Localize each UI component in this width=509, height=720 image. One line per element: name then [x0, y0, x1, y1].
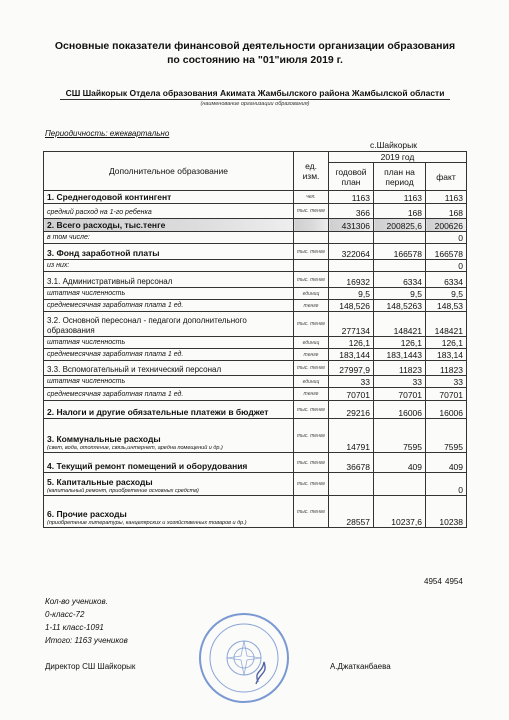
row-name-text: 3. Фонд заработной платы [47, 248, 160, 258]
row-name-text: штатная численность [47, 290, 126, 297]
row-plan-period: 166578 [374, 244, 426, 260]
row-unit [294, 260, 329, 272]
row-name [44, 337, 294, 349]
table-row [44, 288, 467, 300]
row-name [44, 232, 294, 244]
row-name-text: штатная численность [47, 339, 126, 346]
row-unit: единиц [294, 288, 329, 300]
table-row [44, 191, 467, 204]
row-unit: тыс. тенге [294, 419, 329, 453]
row-plan-period: 70701 [374, 388, 426, 401]
row-fact: 148421 [426, 312, 467, 337]
financial-table [43, 151, 467, 528]
row-unit: чел. [294, 191, 329, 204]
row-fact: 9,5 [426, 288, 467, 300]
row-fact: 10238 [426, 496, 467, 528]
row-name-text: 4. Текущий ремонт помещений и оборудования [47, 461, 248, 471]
row-fact: 0 [426, 260, 467, 272]
table-row [44, 376, 467, 388]
row-plan-year: 431306 [329, 219, 374, 232]
students-class1-11: 1-11 класс-1091 [45, 623, 104, 632]
students-title: Кол-во учеников. [45, 597, 108, 606]
row-name [44, 272, 294, 288]
row-fact: 166578 [426, 244, 467, 260]
official-stamp [198, 612, 290, 704]
row-plan-year: 14791 [329, 419, 374, 453]
row-name-text: среднемесячная заработная плата 1 ед. [47, 351, 184, 358]
row-plan-year [329, 473, 374, 496]
row-name [44, 473, 294, 496]
row-plan-period: 10237,6 [374, 496, 426, 528]
students-class0: 0-класс-72 [45, 610, 85, 619]
row-plan-period: 168 [374, 204, 426, 219]
row-name [44, 401, 294, 419]
table-row [44, 300, 467, 312]
row-detail: (свет, вода, отопление, связь,интернет, аредна помещений и др.) [47, 445, 223, 451]
table-row [44, 219, 467, 232]
row-plan-period: 126,1 [374, 337, 426, 349]
row-unit: тыс. тенге [294, 244, 329, 260]
row-plan-year: 366 [329, 204, 374, 219]
row-unit: тыс. тенге [294, 272, 329, 288]
row-name-text: 3.2. Основной пересонал - педагоги дополнительного образования [47, 316, 247, 335]
row-fact: 0 [426, 473, 467, 496]
row-plan-year: 29216 [329, 401, 374, 419]
row-plan-year [329, 260, 374, 272]
table-row [44, 272, 467, 288]
row-name-text: 6. Прочие расходы [47, 509, 127, 519]
table-row [44, 349, 467, 361]
header-fact: факт [426, 163, 467, 191]
place: с.Шайкорык [370, 140, 417, 150]
row-plan-year: 148,526 [329, 300, 374, 312]
row-plan-period: 183,1443 [374, 349, 426, 361]
header-plan-period: план на период [374, 163, 426, 191]
students-total: Итого: 1163 учеников [45, 636, 128, 645]
row-plan-period [374, 260, 426, 272]
row-name-text: 2. Всего расходы, тыс.тенге [47, 220, 166, 230]
row-name-text: штатная численность [47, 378, 126, 385]
row-plan-year: 28557 [329, 496, 374, 528]
row-plan-period: 1163 [374, 191, 426, 204]
header-unit: ед. изм. [294, 152, 329, 191]
periodicity: Периодичность: ежеквартально [45, 129, 170, 138]
row-unit: тенге [294, 349, 329, 361]
row-plan-year: 126,1 [329, 337, 374, 349]
row-fact: 126,1 [426, 337, 467, 349]
row-name-text: 3.1. Административный персонал [47, 277, 173, 286]
row-name [44, 419, 294, 453]
table-row [44, 419, 467, 453]
table-row [44, 473, 467, 496]
row-plan-period: 148,5263 [374, 300, 426, 312]
row-fact: 16006 [426, 401, 467, 419]
table-row [44, 232, 467, 244]
table-row [44, 312, 467, 337]
row-name [44, 300, 294, 312]
table-row [44, 260, 467, 272]
header-name: Дополнительное образование [44, 152, 294, 191]
row-fact: 1163 [426, 191, 467, 204]
row-unit: тыс. тенге [294, 204, 329, 219]
row-unit [294, 219, 329, 232]
row-plan-year: 33 [329, 376, 374, 388]
row-unit: тенге [294, 300, 329, 312]
row-fact: 200626 [426, 219, 467, 232]
row-plan-year: 1163 [329, 191, 374, 204]
table-row [44, 361, 467, 376]
row-name-text: среднемесячная заработная плата 1 ед. [47, 391, 184, 398]
row-name [44, 219, 294, 232]
row-plan-period: 9,5 [374, 288, 426, 300]
row-plan-year: 322064 [329, 244, 374, 260]
table-row [44, 496, 467, 528]
row-plan-year: 27997,9 [329, 361, 374, 376]
row-plan-year: 16932 [329, 272, 374, 288]
row-fact: 6334 [426, 272, 467, 288]
row-plan-period [374, 232, 426, 244]
row-name-text: 3. Коммунальные расходы [47, 434, 161, 444]
row-fact: 183,14 [426, 349, 467, 361]
row-plan-year: 70701 [329, 388, 374, 401]
row-detail: (капитальный ремонт, приобретение основных средств) [47, 488, 199, 494]
row-unit: тыс. тенге [294, 496, 329, 528]
row-plan-period: 11823 [374, 361, 426, 376]
row-plan-year: 183,144 [329, 349, 374, 361]
row-plan-period: 148421 [374, 312, 426, 337]
row-fact: 7595 [426, 419, 467, 453]
row-name-text: в том числе: [47, 234, 90, 241]
table-row [44, 244, 467, 260]
row-name-text: среднемесячная заработная плата 1 ед. [47, 302, 184, 309]
organization-name: СШ Шайкорык Отдела образования Акимата Жамбылского района Жамбылской области [60, 88, 450, 100]
header-plan-year: годовой план [329, 163, 374, 191]
table-row [44, 401, 467, 419]
document-date: по состоянию на "01"июля 2019 г. [167, 54, 343, 66]
row-fact: 148,53 [426, 300, 467, 312]
row-name-text: 1. Среднегодовой контингент [47, 192, 172, 202]
document-title: Основные показатели финансовой деятельности организации образования [54, 40, 456, 52]
row-unit: тыс. тенге [294, 312, 329, 337]
row-unit: тыс. тенге [294, 401, 329, 419]
row-fact: 11823 [426, 361, 467, 376]
row-name-text: средний расход на 1-го ребенка [47, 209, 152, 216]
row-plan-period: 33 [374, 376, 426, 388]
row-name [44, 376, 294, 388]
row-name-text: из них: [47, 262, 70, 269]
row-fact: 33 [426, 376, 467, 388]
row-plan-year [329, 232, 374, 244]
row-plan-period: 7595 [374, 419, 426, 453]
row-detail: (приобретение литературы, канцелярских и хозяйственных товаров и др.) [47, 520, 247, 526]
students-block [45, 595, 128, 647]
row-unit: тыс. тенге [294, 453, 329, 473]
row-plan-year: 277134 [329, 312, 374, 337]
row-name-text: 3.3. Вспомогательный и технический персонал [47, 365, 222, 374]
row-name [44, 453, 294, 473]
below-fact: 4954 [445, 577, 463, 586]
row-unit: тыс. тенге [294, 361, 329, 376]
director-label: Директор СШ Шайкорык [45, 662, 136, 671]
row-plan-period: 16006 [374, 401, 426, 419]
row-name [44, 260, 294, 272]
row-name-text: 2. Налоги и другие обязательные платежи в бюджет [47, 407, 269, 417]
row-name [44, 288, 294, 300]
table-row [44, 453, 467, 473]
row-unit: тенге [294, 388, 329, 401]
row-plan-year: 9,5 [329, 288, 374, 300]
row-name [44, 349, 294, 361]
row-name [44, 244, 294, 260]
row-plan-year: 36678 [329, 453, 374, 473]
row-plan-period: 200825,6 [374, 219, 426, 232]
organization-note: (наименование организации образования) [200, 101, 310, 107]
row-plan-period: 409 [374, 453, 426, 473]
row-plan-period [374, 473, 426, 496]
row-name [44, 361, 294, 376]
row-fact: 70701 [426, 388, 467, 401]
row-name [44, 204, 294, 219]
row-fact: 409 [426, 453, 467, 473]
row-name [44, 496, 294, 528]
table-row [44, 204, 467, 219]
row-fact: 168 [426, 204, 467, 219]
row-unit: тыс. тенге [294, 473, 329, 496]
header-year: 2019 год [329, 152, 467, 163]
signer-name: А.Джатканбаева [330, 662, 391, 671]
row-name-text: 5. Капитальные расходы [47, 477, 153, 487]
row-unit [294, 232, 329, 244]
row-unit: единиц [294, 376, 329, 388]
row-name [44, 191, 294, 204]
table-row [44, 388, 467, 401]
below-plan-period: 4954 [424, 577, 442, 586]
row-plan-period: 6334 [374, 272, 426, 288]
row-fact: 0 [426, 232, 467, 244]
row-name [44, 312, 294, 337]
row-unit: единиц [294, 337, 329, 349]
row-name [44, 388, 294, 401]
table-row [44, 337, 467, 349]
